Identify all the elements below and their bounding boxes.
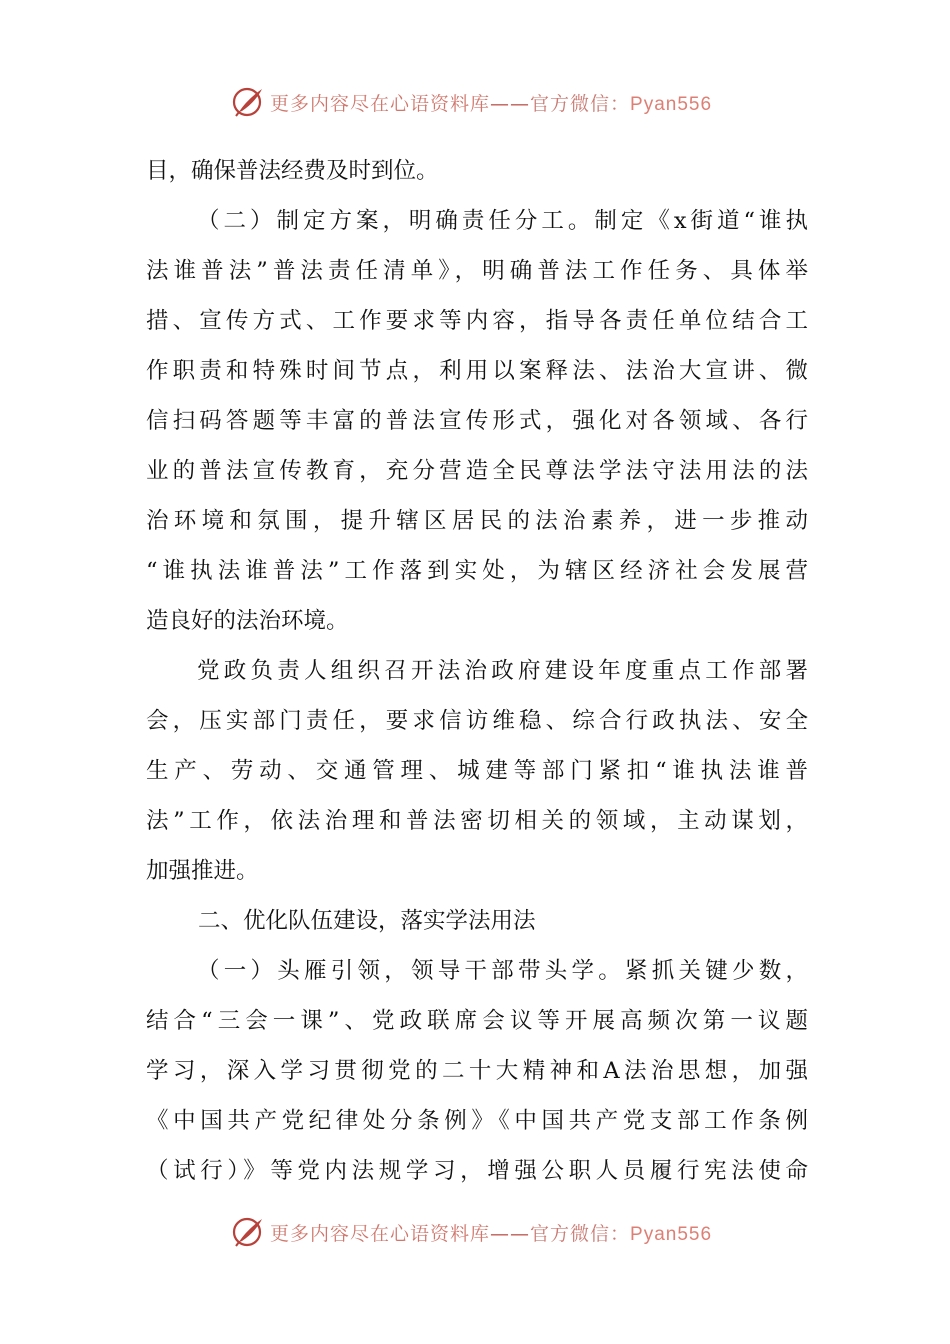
watermark-brand: 更多内容尽在心语资料库 [270, 92, 491, 115]
text-line: 目，确保普法经费及时到位。 [146, 158, 439, 184]
footer-watermark [230, 1212, 712, 1252]
watermark-handle: Pyan556 [630, 1223, 713, 1245]
text-line: 会，压实部门责任，要求信访维稳、综合行政执法、安全 [146, 708, 808, 734]
watermark-text [270, 1219, 712, 1246]
text-line: 法”工作，依法治理和普法密切相关的领域，主动谋划， [146, 808, 808, 834]
watermark-text [270, 89, 712, 116]
watermark-wechat-label: 官方微信： [530, 92, 631, 115]
text-line: （试行）》等党内法规学习，增强公职人员履行宪法使命 [146, 1158, 808, 1184]
text-line: 业的普法宣传教育，充分营造全民尊法学法守法用法的法 [146, 458, 808, 484]
text-line: 法谁普法”普法责任清单》，明确普法工作任务、具体举 [146, 258, 808, 284]
watermark-wechat-label: 官方微信： [530, 1222, 631, 1245]
watermark-dash: —— [490, 92, 531, 115]
text-line: 治环境和氛围，提升辖区居民的法治素养，进一步推动 [146, 508, 808, 534]
quill-pen-circle-icon [230, 1214, 266, 1250]
text-line: “谁执法谁普法”工作落到实处，为辖区经济社会发展营 [146, 558, 808, 584]
quill-pen-circle-icon [230, 84, 266, 120]
text-line: 措、宣传方式、工作要求等内容，指导各责任单位结合工 [146, 308, 808, 334]
watermark-dash: —— [490, 1222, 531, 1245]
text-line: （二）制定方案，明确责任分工。制定《x街道“谁执 [197, 208, 808, 234]
text-line: 造良好的法治环境。 [146, 608, 349, 634]
watermark-brand: 更多内容尽在心语资料库 [270, 1222, 491, 1245]
section-heading: 二、优化队伍建设，落实学法用法 [198, 908, 536, 934]
document-body [146, 146, 808, 1196]
text-line: 党政负责人组织召开法治政府建设年度重点工作部署 [197, 658, 808, 684]
text-line: 生产、劳动、交通管理、城建等部门紧扣“谁执法谁普 [146, 758, 808, 784]
header-watermark [230, 82, 712, 122]
text-line: （一）头雁引领，领导干部带头学。紧抓关键少数， [197, 958, 808, 984]
text-line: 学习，深入学习贯彻党的二十大精神和A法治思想，加强 [146, 1058, 808, 1084]
text-line: 结合“三会一课”、党政联席会议等开展高频次第一议题 [146, 1008, 808, 1034]
text-line: 加强推进。 [146, 858, 259, 884]
text-line: 《中国共产党纪律处分条例》《中国共产党支部工作条例 [146, 1108, 808, 1134]
text-line: 信扫码答题等丰富的普法宣传形式，强化对各领域、各行 [146, 408, 808, 434]
watermark-handle: Pyan556 [630, 93, 713, 115]
text-line: 作职责和特殊时间节点，利用以案释法、法治大宣讲、微 [146, 358, 808, 384]
